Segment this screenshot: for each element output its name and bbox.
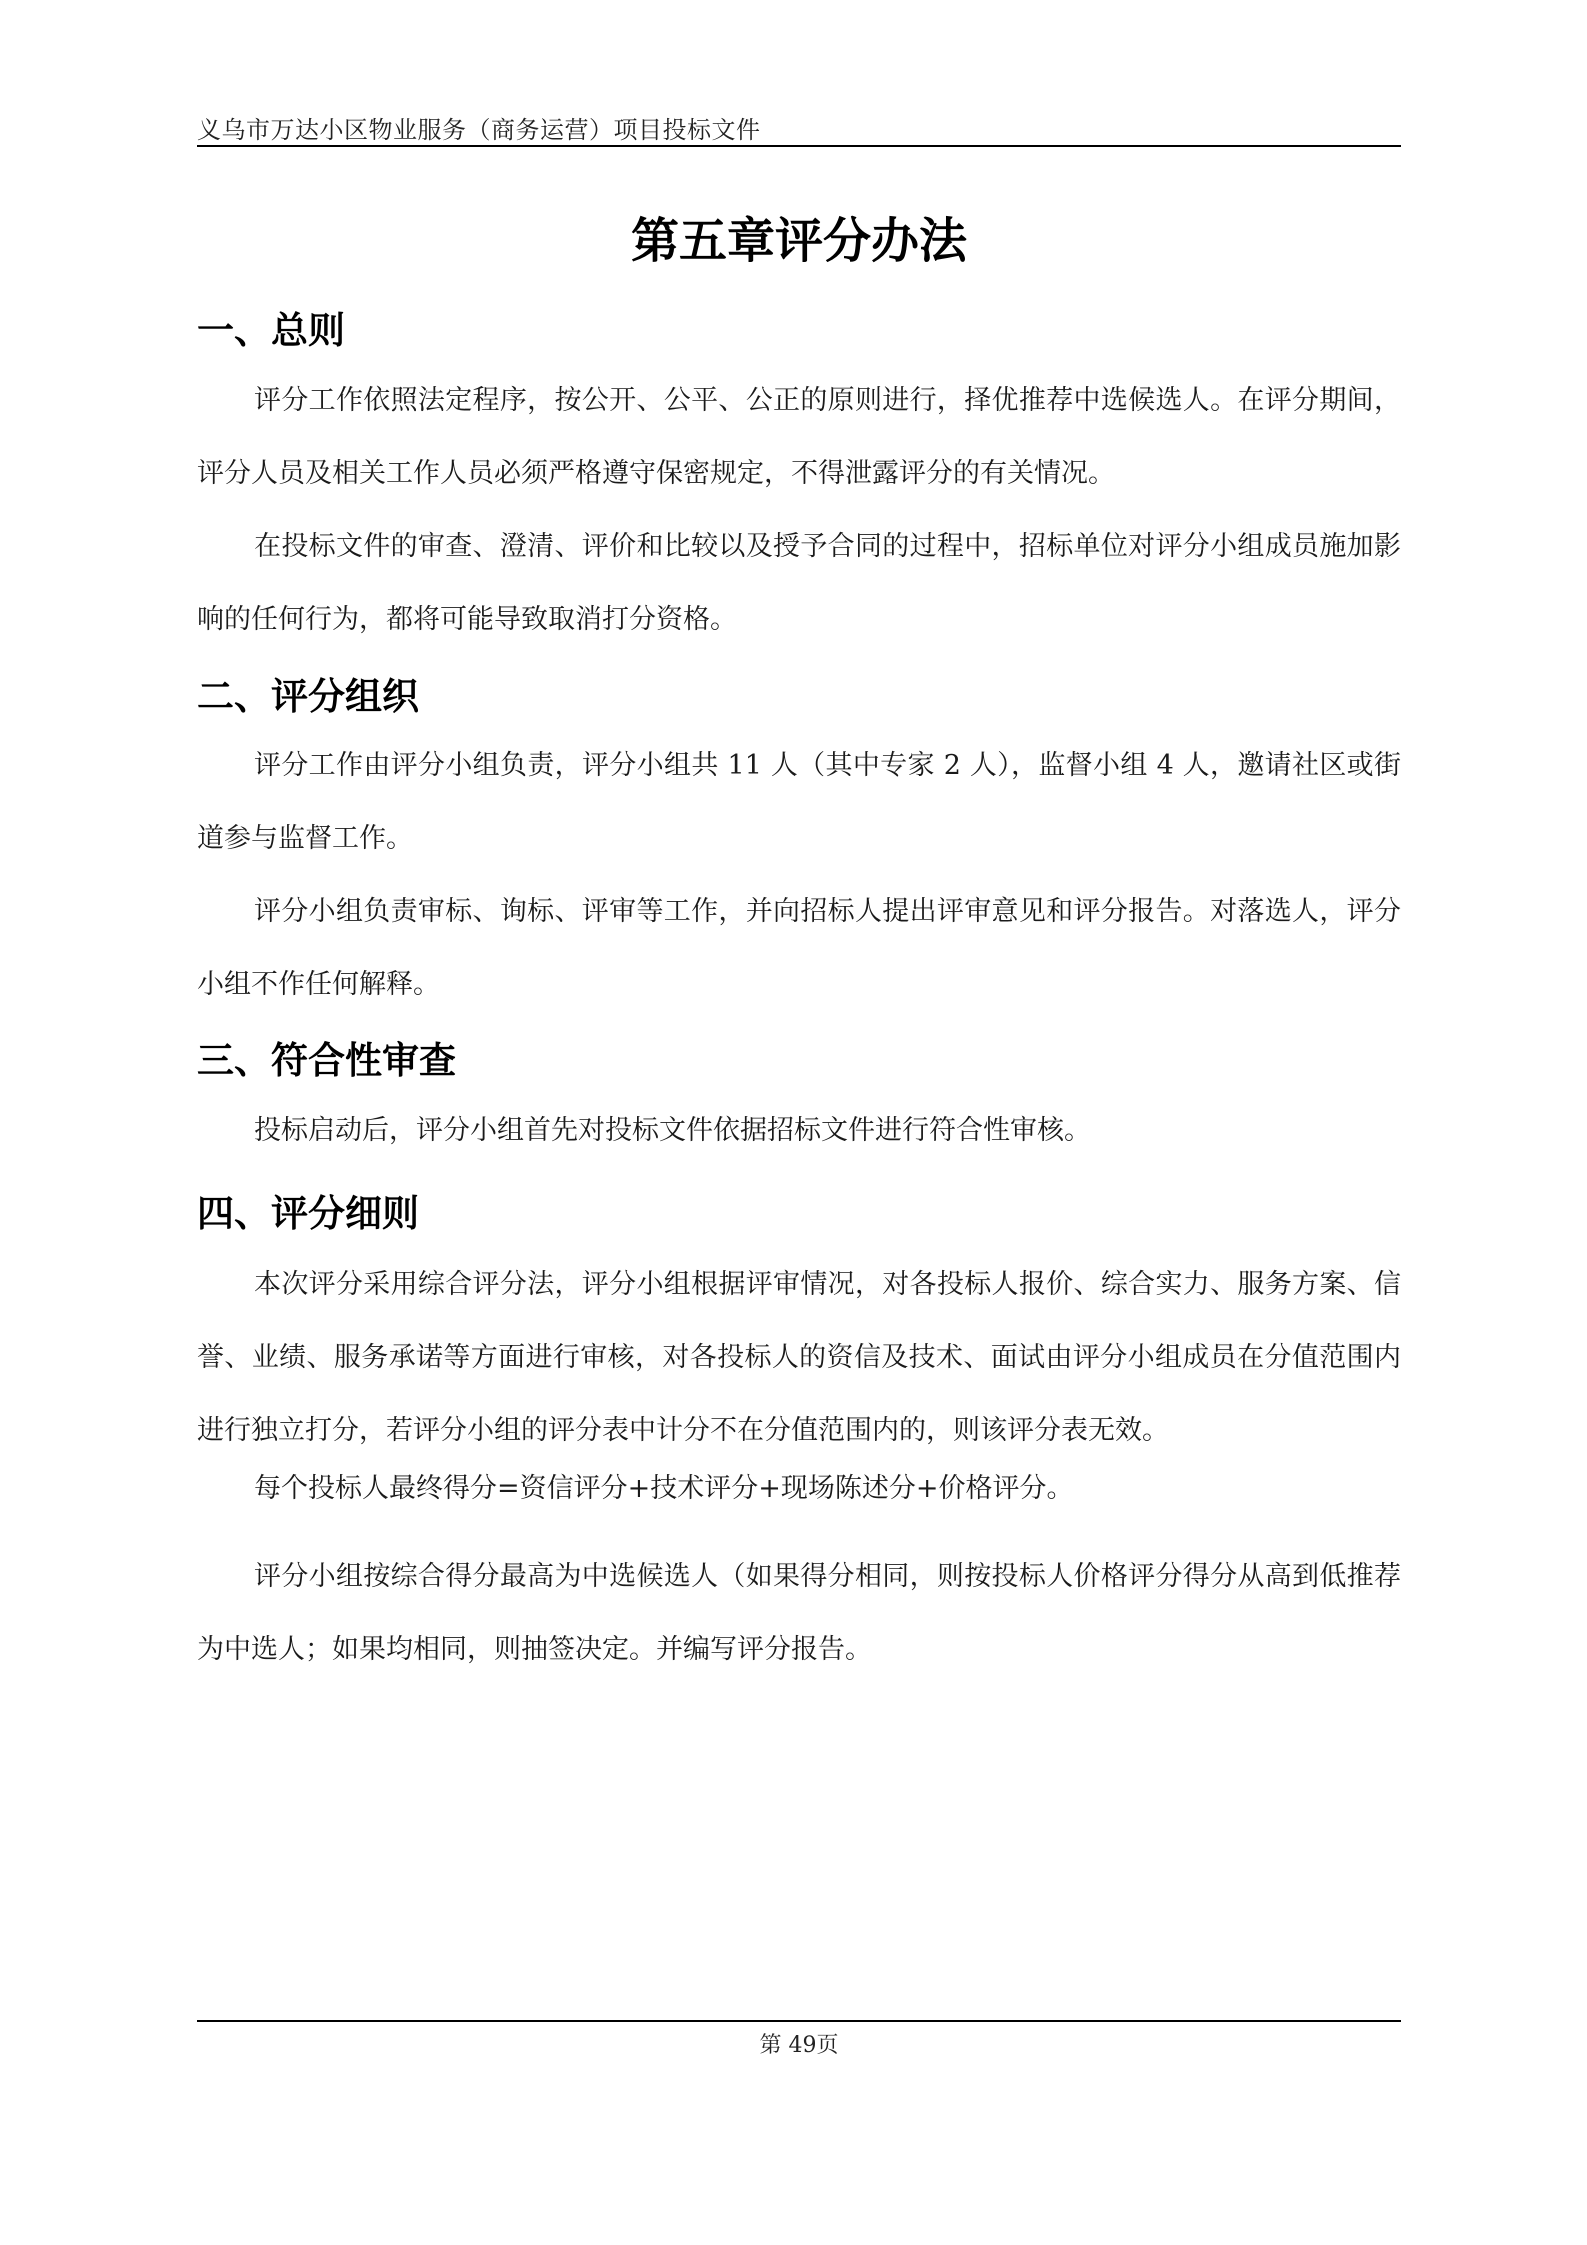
paragraph: 在投标文件的审查、澄清、评价和比较以及授予合同的过程中，招标单位对评分小组成员施加影响的任何行为，都将可能导致取消打分资格。 [197, 531, 1401, 635]
paragraph: 评分工作依照法定程序，按公开、公平、公正的原则进行，择优推荐中选候选人。在评分期间，评分人员及相关工作人员必须严格遵守保密规定，不得泄露评分的有关情况。 [197, 385, 1401, 489]
paragraph: 投标启动后，评分小组首先对投标文件依据招标文件进行符合性审核。 [254, 1115, 1091, 1146]
paragraph: 每个投标人最终得分=资信评分+技术评分+现场陈述分+价格评分。 [254, 1473, 1074, 1504]
paragraph: 评分小组负责审标、询标、评审等工作，并向招标人提出评审意见和评分报告。对落选人，评分小组不作任何解释。 [197, 896, 1401, 1000]
section-heading-general: 一、总则 [197, 309, 345, 352]
page-number: 第 49页 [759, 2033, 839, 2058]
header-divider [197, 145, 1401, 147]
footer-divider [197, 2020, 1401, 2022]
section-heading-compliance-review: 三、符合性审查 [197, 1039, 456, 1082]
paragraph: 评分小组按综合得分最高为中选候选人（如果得分相同，则按投标人价格评分得分从高到低推荐为中选人；如果均相同，则抽签决定。并编写评分报告。 [197, 1561, 1401, 1665]
section-heading-scoring-rules: 四、评分细则 [197, 1192, 419, 1235]
chapter-title: 第五章评分办法 [630, 213, 967, 269]
section-heading-organization: 二、评分组织 [197, 675, 419, 718]
running-header: 义乌市万达小区物业服务（商务运营）项目投标文件 [197, 116, 761, 144]
paragraph: 本次评分采用综合评分法，评分小组根据评审情况，对各投标人报价、综合实力、服务方案、信誉、业绩、服务承诺等方面进行审核，对各投标人的资信及技术、面试由评分小组成员在分值范围内进行独立打分，若评分小组的评分表中计分不在分值范围内的，则该评分表无效。 [197, 1269, 1401, 1446]
paragraph: 评分工作由评分小组负责，评分小组共 11 人（其中专家 2 人），监督小组 4 人，邀请社区或街道参与监督工作。 [197, 750, 1401, 854]
